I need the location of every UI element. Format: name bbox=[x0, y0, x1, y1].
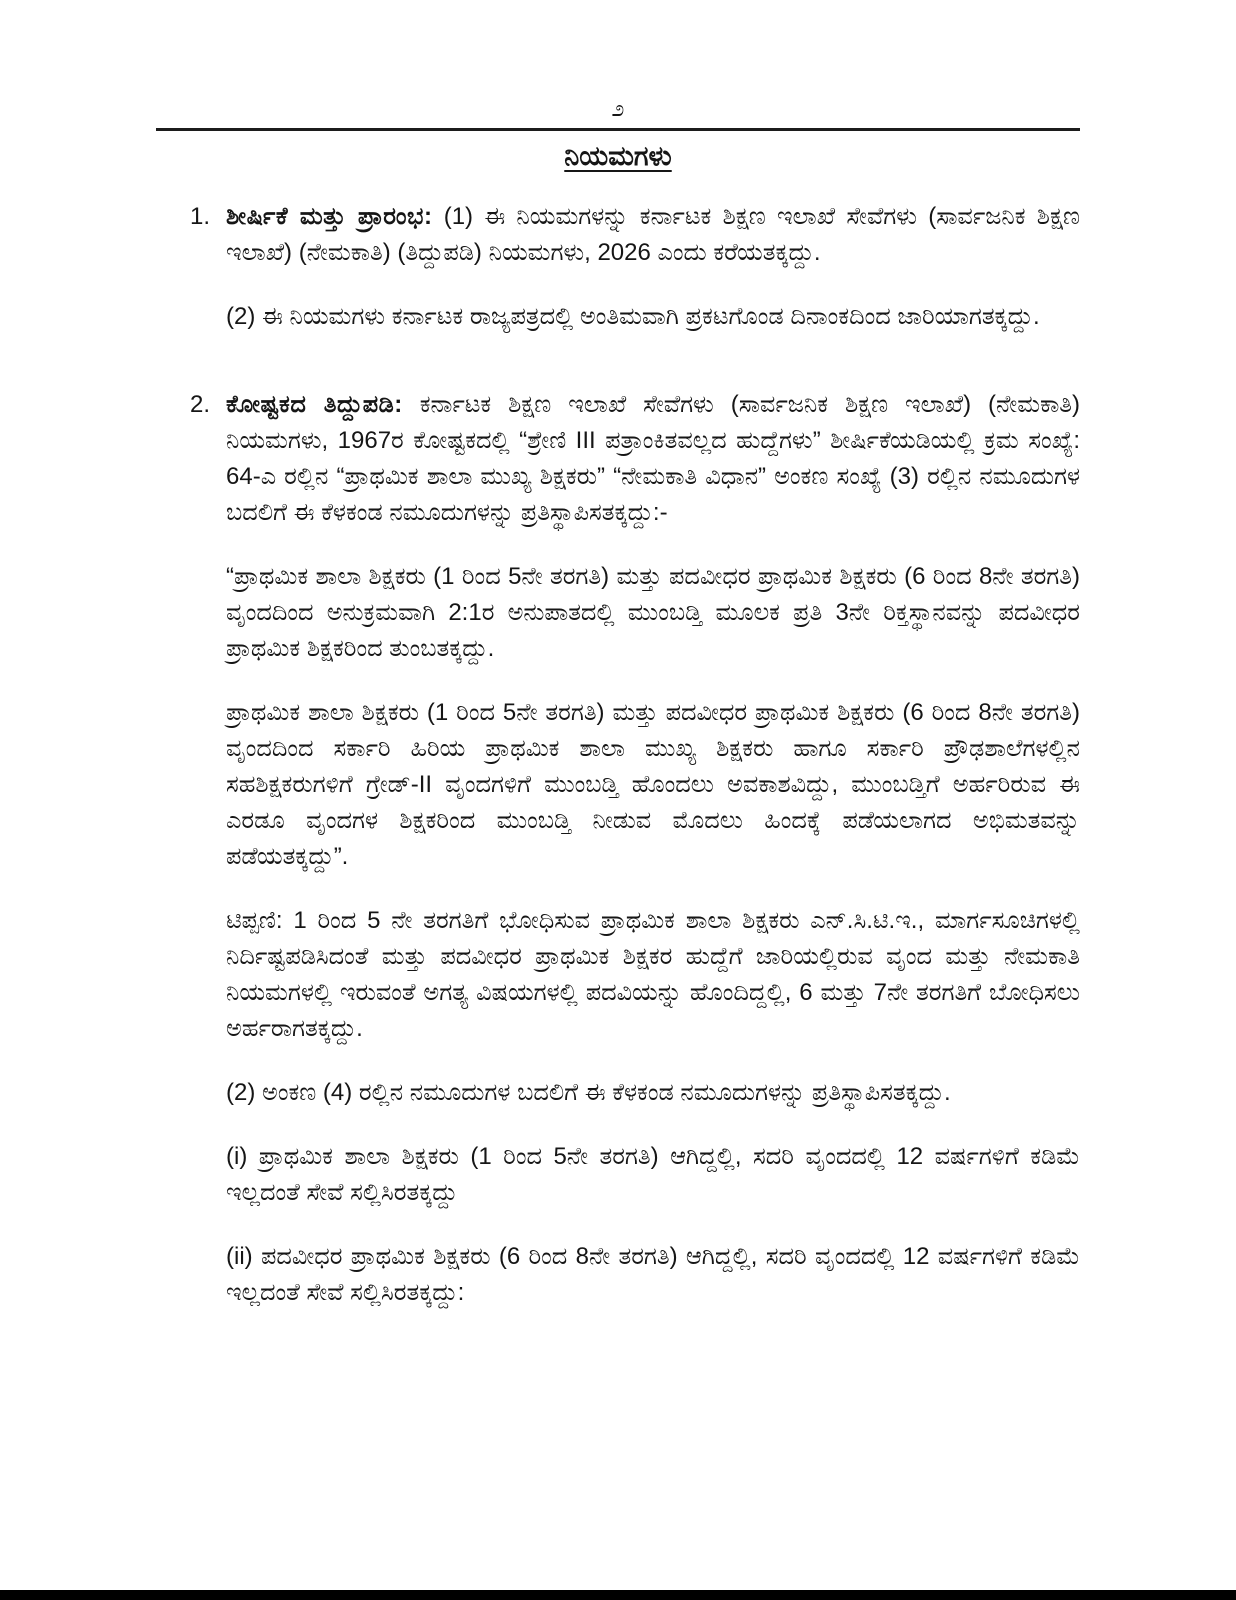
rule-2-heading: ಕೋಷ್ಟಕದ ತಿದ್ದುಪಡಿ: bbox=[226, 391, 403, 418]
rule-2-clause-1 bbox=[226, 387, 1080, 531]
document-title: ನಿಯಮಗಳು bbox=[564, 141, 672, 171]
rule-1-clause-2: (2) ಈ ನಿಯಮಗಳು ಕರ್ನಾಟಕ ರಾಜ್ಯಪತ್ರದಲ್ಲಿ ಅಂತಿಮವಾಗಿ ಪ್ರಕಟಗೊಂಡ ದಿನಾಂಕದಿಂದ ಜಾರಿಯಾಗತಕ್ಕದ್ದು. bbox=[226, 303, 1040, 330]
page-header bbox=[0, 0, 1236, 173]
rule-item-2 bbox=[190, 387, 1080, 1311]
rule-1-number: 1. bbox=[190, 203, 211, 230]
rule-1-heading: ಶೀರ್ಷಿಕೆ ಮತ್ತು ಪ್ರಾರಂಭ: bbox=[226, 203, 433, 230]
scan-edge-bar bbox=[0, 1590, 1236, 1600]
document-body bbox=[190, 199, 1080, 1311]
rule-2-subitem-i: (i) ಪ್ರಾಥಮಿಕ ಶಾಲಾ ಶಿಕ್ಷಕರು (1 ರಿಂದ 5ನೇ ತರಗತಿ) ಆಗಿದ್ದಲ್ಲಿ, ಸದರಿ ವೃಂದದಲ್ಲಿ 12 ವರ್ಷಗಳಿಗೆ ಕಡಿಮೆ ಇಲ್ಲದಂತೆ ಸೇವೆ ಸಲ್ಲಿಸಿರತಕ್ಕದ್ದು bbox=[226, 1143, 1080, 1206]
rule-2-clause-1-text: ಕರ್ನಾಟಕ ಶಿಕ್ಷಣ ಇಲಾಖೆ ಸೇವೆಗಳು (ಸಾರ್ವಜನಿಕ ಶಿಕ್ಷಣ ಇಲಾಖೆ) (ನೇಮಕಾತಿ) ನಿಯಮಗಳು, 1967ರ ಕೋಷ್ಟಕದಲ್ಲಿ “ಶ್ರೇಣಿ III ಪತ್ರಾಂಕಿತವಲ್ಲದ ಹುದ್ದೆಗಳು” ಶೀರ್ಷಿಕೆಯಡಿಯಲ್ಲಿ ಕ್ರಮ ಸಂಖ್ಯೆ: 64-ಎ ರಲ್ಲಿನ “ಪ್ರಾಥಮಿಕ ಶಾಲಾ ಮುಖ್ಯ ಶಿಕ್ಷಕರು” “ನೇಮಕಾತಿ ವಿಧಾನ” ಅಂಕಣ ಸಂಖ್ಯೆ (3) ರಲ್ಲಿನ ನಮೂದುಗಳ ಬದಲಿಗೆ ಈ ಕೆಳಕಂಡ ನಮೂದುಗಳನ್ನು ಪ್ರತಿಸ್ಥಾಪಿಸತಕ್ಕದ್ದು:- bbox=[226, 391, 1080, 526]
rule-item-1 bbox=[190, 199, 1080, 335]
rule-2-subitem-ii: (ii) ಪದವೀಧರ ಪ್ರಾಥಮಿಕ ಶಿಕ್ಷಕರು (6 ರಿಂದ 8ನೇ ತರಗತಿ) ಆಗಿದ್ದಲ್ಲಿ, ಸದರಿ ವೃಂದದಲ್ಲಿ 12 ವರ್ಷಗಳಿಗೆ ಕಡಿಮೆ ಇಲ್ಲದಂತೆ ಸೇವೆ ಸಲ್ಲಿಸಿರತಕ್ಕದ್ದು: bbox=[226, 1243, 1080, 1306]
rule-2-number: 2. bbox=[190, 391, 211, 418]
rule-2-clause-2: (2) ಅಂಕಣ (4) ರಲ್ಲಿನ ನಮೂದುಗಳ ಬದಲಿಗೆ ಈ ಕೆಳಕಂಡ ನಮೂದುಗಳನ್ನು ಪ್ರತಿಸ್ಥಾಪಿಸತಕ್ಕದ್ದು. bbox=[226, 1079, 951, 1106]
rule-1-clause-1 bbox=[226, 199, 1080, 271]
rule-2-promotion-paragraph: ಪ್ರಾಥಮಿಕ ಶಾಲಾ ಶಿಕ್ಷಕರು (1 ರಿಂದ 5ನೇ ತರಗತಿ) ಮತ್ತು ಪದವೀಧರ ಪ್ರಾಥಮಿಕ ಶಿಕ್ಷಕರು (6 ರಿಂದ 8ನೇ ತರಗತಿ) ವೃಂದದಿಂದ ಸರ್ಕಾರಿ ಹಿರಿಯ ಪ್ರಾಥಮಿಕ ಶಾಲಾ ಮುಖ್ಯ ಶಿಕ್ಷಕರು ಹಾಗೂ ಸರ್ಕಾರಿ ಪ್ರೌಢಶಾಲೆಗಳಲ್ಲಿನ ಸಹಶಿಕ್ಷಕರುಗಳಿಗೆ ಗ್ರೇಡ್-II ವೃಂದಗಳಿಗೆ ಮುಂಬಡ್ತಿ ಹೊಂದಲು ಅವಕಾಶವಿದ್ದು, ಮುಂಬಡ್ತಿಗೆ ಅರ್ಹರಿರುವ ಈ ಎರಡೂ ವೃಂದಗಳ ಶಿಕ್ಷಕರಿಂದ ಮುಂಬಡ್ತಿ ನೀಡುವ ಮೊದಲು ಹಿಂದಕ್ಕೆ ಪಡೆಯಲಾಗದ ಅಭಿಮತವನ್ನು ಪಡೆಯತಕ್ಕದ್ದು”. bbox=[226, 699, 1080, 870]
rule-1-body bbox=[226, 199, 1080, 335]
rule-1-clause-1-text: (1) ಈ ನಿಯಮಗಳನ್ನು ಕರ್ನಾಟಕ ಶಿಕ್ಷಣ ಇಲಾಖೆ ಸೇವೆಗಳು (ಸಾರ್ವಜನಿಕ ಶಿಕ್ಷಣ ಇಲಾಖೆ) (ನೇಮಕಾತಿ) (ತಿದ್ದುಪಡಿ) ನಿಯಮಗಳು, 2026 ಎಂದು ಕರೆಯತಕ್ಕದ್ದು. bbox=[226, 203, 1080, 266]
rule-2-substituted-entry: “ಪ್ರಾಥಮಿಕ ಶಾಲಾ ಶಿಕ್ಷಕರು (1 ರಿಂದ 5ನೇ ತರಗತಿ) ಮತ್ತು ಪದವೀಧರ ಪ್ರಾಥಮಿಕ ಶಿಕ್ಷಕರು (6 ರಿಂದ 8ನೇ ತರಗತಿ) ವೃಂದದಿಂದ ಅನುಕ್ರಮವಾಗಿ 2:1ರ ಅನುಪಾತದಲ್ಲಿ ಮುಂಬಡ್ತಿ ಮೂಲಕ ಪ್ರತಿ 3ನೇ ರಿಕ್ತಸ್ಥಾನವನ್ನು ಪದವೀಧರ ಪ್ರಾಥಮಿಕ ಶಿಕ್ಷಕರಿಂದ ತುಂಬತಕ್ಕದ್ದು. bbox=[226, 563, 1080, 662]
rule-2-note-paragraph: ಟಿಪ್ಪಣಿ: 1 ರಿಂದ 5 ನೇ ತರಗತಿಗೆ ಭೋಧಿಸುವ ಪ್ರಾಥಮಿಕ ಶಾಲಾ ಶಿಕ್ಷಕರು ಎನ್.ಸಿ.ಟಿ.ಇ., ಮಾರ್ಗಸೂಚಿಗಳಲ್ಲಿ ನಿರ್ದಿಷ್ಟಪಡಿಸಿದಂತೆ ಮತ್ತು ಪದವೀಧರ ಪ್ರಾಥಮಿಕ ಶಿಕ್ಷಕರ ಹುದ್ದೆಗೆ ಜಾರಿಯಲ್ಲಿರುವ ವೃಂದ ಮತ್ತು ನೇಮಕಾತಿ ನಿಯಮಗಳಲ್ಲಿ ಇರುವಂತೆ ಅಗತ್ಯ ವಿಷಯಗಳಲ್ಲಿ ಪದವಿಯನ್ನು ಹೊಂದಿದ್ದಲ್ಲಿ, 6 ಮತ್ತು 7ನೇ ತರಗತಿಗೆ ಬೋಧಿಸಲು ಅರ್ಹರಾಗತಕ್ಕದ್ದು. bbox=[226, 907, 1080, 1042]
page-number: ೨ bbox=[611, 95, 625, 121]
header-rule bbox=[156, 128, 1080, 131]
rule-2-body bbox=[226, 387, 1080, 1311]
